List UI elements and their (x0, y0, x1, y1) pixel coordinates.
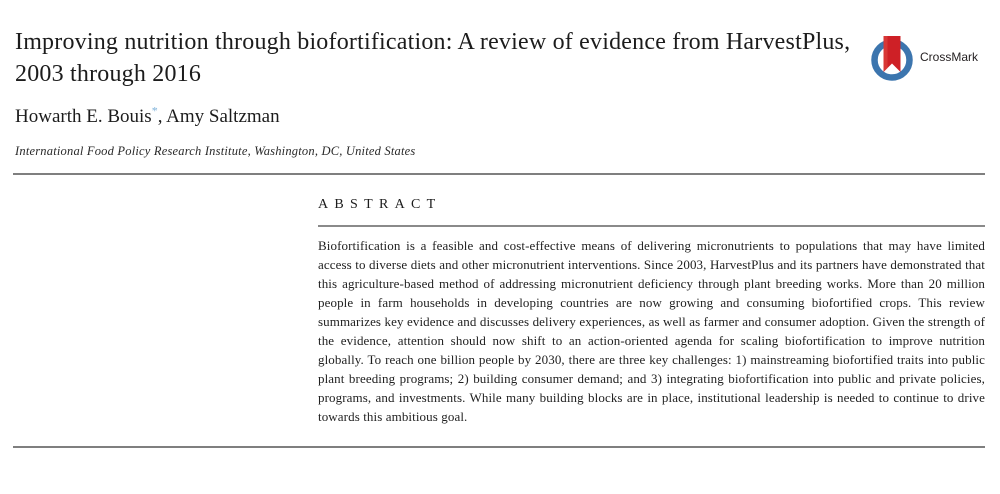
abstract-heading: ABSTRACT (318, 197, 442, 212)
author-line (15, 103, 280, 128)
author-name-2: , Amy Saltzman (157, 106, 280, 127)
affiliation: International Food Policy Research Institute, Washington, DC, United States (15, 144, 416, 158)
crossmark-label: CrossMark (919, 50, 978, 64)
author-name-1: Howarth E. Bouis (15, 106, 152, 127)
abstract-divider (318, 225, 985, 227)
crossmark-badge[interactable] (868, 33, 978, 81)
abstract-text: Biofortification is a feasible and cost-effective means of delivering micronutrients to populations that may have limited access to diverse diets and other micronutrient interventions. Since 2003, HarvestPlus and its partners have demonstrated that this agriculture-based method of addressing micronutrient deficiency through plant breeding works. More than 20 million people in farm households in developing countries are now growing and consuming biofortified crops. This review summarizes key evidence and discusses delivery experiences, as well as farmer and consumer adoption. Given the strength of the evidence, attention should now shift to an action-oriented agenda for scaling biofortification to improve nutrition globally. To reach one billion people by 2030, there are three key challenges: 1) mainstreaming biofortified traits into public plant breeding programs; 2) building consumer demand; and 3) integrating biofortification into public and private policies, programs, and investments. While many building blocks are in place, institutional leadership is needed to continue to drive towards this ambitious goal. (318, 237, 985, 424)
paper-title: Improving nutrition through biofortification: A review of evidence from HarvestPlus, 2003 through 2016 (15, 29, 851, 87)
footer-divider (13, 446, 985, 448)
corresponding-author-asterisk[interactable]: * (151, 103, 158, 118)
crossmark-icon (868, 33, 916, 81)
abstract-section (318, 197, 985, 426)
header-divider (13, 173, 985, 175)
